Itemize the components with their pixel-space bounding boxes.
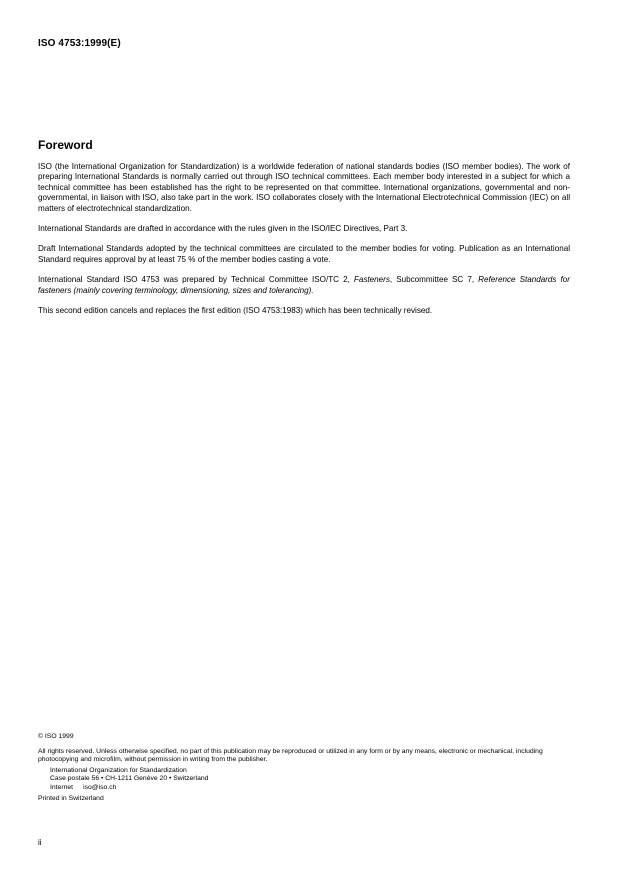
p4-reference-italic: Reference Standards for fasteners (mainly covering terminology, dimensioning, sizes and tolerancing). bbox=[38, 275, 570, 295]
foreword-paragraph-2: International Standards are drafted in accordance with the rules given in the ISO/IEC Directives, Part 3. bbox=[38, 224, 408, 234]
foreword-paragraph-5: This second edition cancels and replaces the first edition (ISO 4753:1983) which has been technically revised. bbox=[38, 306, 433, 316]
p4-text-a: International Standard ISO 4753 was prepared by Technical Committee ISO/TC 2, bbox=[38, 275, 354, 285]
p4-fasteners-italic: Fasteners bbox=[353, 275, 390, 285]
internet-line bbox=[38, 784, 578, 793]
org-name: International Organization for Standardization bbox=[50, 766, 187, 774]
copyright-block bbox=[38, 733, 578, 803]
printed-in: Printed in Switzerland bbox=[38, 794, 104, 802]
page-number: ii bbox=[38, 838, 42, 847]
foreword-paragraph-3: Draft International Standards adopted by the technical committees are circulated to the member bodies for voting. Publication as an International Standard requires approval by at least 75 % of the member bodies casting a vote. bbox=[38, 244, 570, 264]
rights-statement: All rights reserved. Unless otherwise specified, no part of this publication may be reproduced or utilized in any form or by any means, electronic or mechanical, including photocopying and microfilm, without permission in writing from the publisher. bbox=[38, 747, 543, 764]
foreword-paragraph-1: ISO (the International Organization for Standardization) is a worldwide federation of national standards bodies (ISO member bodies). The work of preparing International Standards is normally carried out through ISO technical committees. Each member body interested in a subject for which a technical committee has been established has the right to be represented on that committee. International organizations, governmental and non-governmental, in liaison with ISO, also take part in the work. ISO collaborates closely with the International Electrotechnical Commission (IEC) on all matters of electrotechnical standardization. bbox=[38, 162, 570, 213]
foreword-heading: Foreword bbox=[38, 138, 93, 152]
internet-label: Internet bbox=[50, 783, 74, 791]
copyright-line: © ISO 1999 bbox=[38, 733, 74, 740]
postal-address: Case postale 56 • CH-1211 Genève 20 • Switzerland bbox=[50, 775, 209, 783]
p4-text-c: , Subcommittee SC 7, bbox=[389, 275, 479, 285]
document-identifier: ISO 4753:1999(E) bbox=[38, 38, 121, 49]
foreword-section bbox=[38, 138, 570, 326]
foreword-paragraph-4 bbox=[38, 275, 570, 296]
email-link[interactable]: iso@iso.ch bbox=[83, 783, 117, 791]
